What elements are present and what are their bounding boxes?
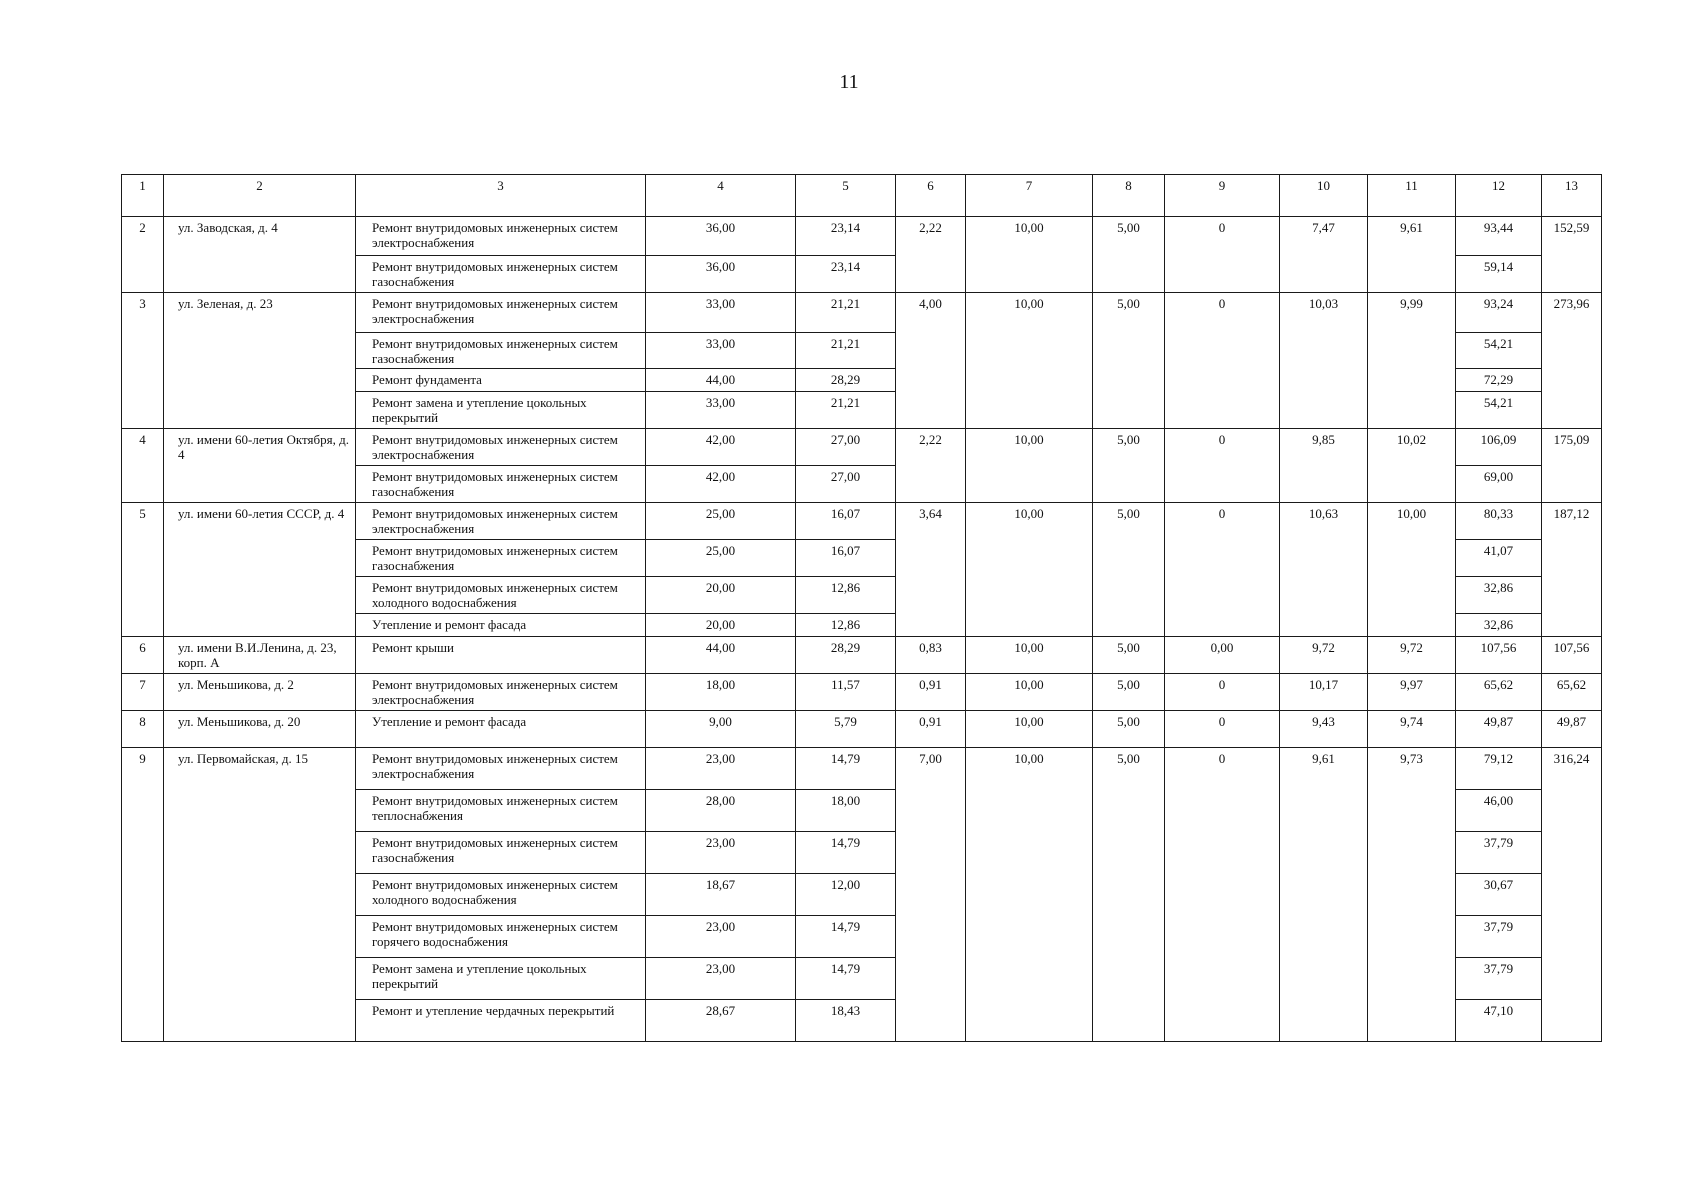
value-cell-6: 2,22 bbox=[896, 429, 966, 503]
value-cell-10: 7,47 bbox=[1280, 217, 1368, 293]
work-type-cell: Ремонт внутридомовых инженерных систем холодного водоснабжения bbox=[356, 874, 646, 916]
value-cell-12: 37,79 bbox=[1456, 832, 1542, 874]
value-cell-4: 25,00 bbox=[646, 540, 796, 577]
value-cell-5: 23,14 bbox=[796, 256, 896, 293]
row-number: 7 bbox=[122, 674, 164, 711]
page-number: 11 bbox=[839, 71, 859, 93]
value-cell-4: 23,00 bbox=[646, 748, 796, 790]
column-header: 11 bbox=[1368, 175, 1456, 217]
value-cell-12: 47,10 bbox=[1456, 1000, 1542, 1042]
value-cell-11: 9,61 bbox=[1368, 217, 1456, 293]
value-cell-9: 0 bbox=[1165, 674, 1280, 711]
table-body bbox=[122, 175, 1602, 1042]
table-row bbox=[122, 748, 1602, 790]
work-type-cell: Ремонт крыши bbox=[356, 637, 646, 674]
address-cell: ул. Зеленая, д. 23 bbox=[164, 293, 356, 429]
table-row bbox=[122, 503, 1602, 540]
value-cell-5: 14,79 bbox=[796, 916, 896, 958]
value-cell-10: 10,03 bbox=[1280, 293, 1368, 429]
value-cell-5: 14,79 bbox=[796, 832, 896, 874]
value-cell-8: 5,00 bbox=[1093, 674, 1165, 711]
table-row bbox=[122, 293, 1602, 333]
address-cell: ул. Первомайская, д. 15 bbox=[164, 748, 356, 1042]
value-cell-12: 54,21 bbox=[1456, 333, 1542, 369]
work-type-cell: Ремонт внутридомовых инженерных систем электроснабжения bbox=[356, 503, 646, 540]
value-cell-4: 23,00 bbox=[646, 916, 796, 958]
value-cell-5: 27,00 bbox=[796, 429, 896, 466]
value-cell-7: 10,00 bbox=[966, 293, 1093, 429]
value-cell-4: 18,00 bbox=[646, 674, 796, 711]
value-cell-12: 32,86 bbox=[1456, 577, 1542, 614]
value-cell-7: 10,00 bbox=[966, 217, 1093, 293]
value-cell-5: 18,00 bbox=[796, 790, 896, 832]
value-cell-4: 44,00 bbox=[646, 637, 796, 674]
value-cell-9: 0 bbox=[1165, 217, 1280, 293]
value-cell-5: 27,00 bbox=[796, 466, 896, 503]
value-cell-6: 7,00 bbox=[896, 748, 966, 1042]
value-cell-4: 20,00 bbox=[646, 577, 796, 614]
row-number: 5 bbox=[122, 503, 164, 637]
value-cell-8: 5,00 bbox=[1093, 293, 1165, 429]
value-cell-5: 16,07 bbox=[796, 503, 896, 540]
address-cell: ул. имени В.И.Ленина, д. 23, корп. А bbox=[164, 637, 356, 674]
value-cell-4: 25,00 bbox=[646, 503, 796, 540]
work-type-cell: Ремонт внутридомовых инженерных систем холодного водоснабжения bbox=[356, 577, 646, 614]
row-number: 2 bbox=[122, 217, 164, 293]
value-cell-5: 21,21 bbox=[796, 333, 896, 369]
work-type-cell: Ремонт внутридомовых инженерных систем газоснабжения bbox=[356, 333, 646, 369]
value-cell-4: 36,00 bbox=[646, 217, 796, 256]
value-cell-9: 0 bbox=[1165, 429, 1280, 503]
value-cell-4: 18,67 bbox=[646, 874, 796, 916]
value-cell-12: 41,07 bbox=[1456, 540, 1542, 577]
value-cell-11: 10,02 bbox=[1368, 429, 1456, 503]
value-cell-4: 28,00 bbox=[646, 790, 796, 832]
work-type-cell: Ремонт замена и утепление цокольных перекрытий bbox=[356, 392, 646, 429]
value-cell-12: 72,29 bbox=[1456, 369, 1542, 392]
value-cell-10: 10,63 bbox=[1280, 503, 1368, 637]
value-cell-13: 49,87 bbox=[1542, 711, 1602, 748]
row-number: 8 bbox=[122, 711, 164, 748]
table-row bbox=[122, 674, 1602, 711]
value-cell-8: 5,00 bbox=[1093, 637, 1165, 674]
value-cell-4: 42,00 bbox=[646, 466, 796, 503]
value-cell-5: 5,79 bbox=[796, 711, 896, 748]
value-cell-9: 0,00 bbox=[1165, 637, 1280, 674]
value-cell-12: 79,12 bbox=[1456, 748, 1542, 790]
value-cell-4: 33,00 bbox=[646, 392, 796, 429]
value-cell-11: 9,72 bbox=[1368, 637, 1456, 674]
value-cell-5: 11,57 bbox=[796, 674, 896, 711]
value-cell-9: 0 bbox=[1165, 293, 1280, 429]
work-type-cell: Ремонт внутридомовых инженерных систем электроснабжения bbox=[356, 217, 646, 256]
work-type-cell: Ремонт внутридомовых инженерных систем газоснабжения bbox=[356, 466, 646, 503]
table-row bbox=[122, 711, 1602, 748]
value-cell-4: 33,00 bbox=[646, 293, 796, 333]
value-cell-7: 10,00 bbox=[966, 674, 1093, 711]
value-cell-7: 10,00 bbox=[966, 429, 1093, 503]
value-cell-6: 4,00 bbox=[896, 293, 966, 429]
value-cell-5: 12,86 bbox=[796, 577, 896, 614]
value-cell-4: 44,00 bbox=[646, 369, 796, 392]
value-cell-4: 20,00 bbox=[646, 614, 796, 637]
value-cell-8: 5,00 bbox=[1093, 217, 1165, 293]
value-cell-12: 30,67 bbox=[1456, 874, 1542, 916]
address-cell: ул. имени 60-летия СССР, д. 4 bbox=[164, 503, 356, 637]
value-cell-5: 21,21 bbox=[796, 293, 896, 333]
work-type-cell: Ремонт внутридомовых инженерных систем горячего водоснабжения bbox=[356, 916, 646, 958]
value-cell-7: 10,00 bbox=[966, 637, 1093, 674]
work-type-cell: Ремонт внутридомовых инженерных систем газоснабжения bbox=[356, 832, 646, 874]
value-cell-12: 80,33 bbox=[1456, 503, 1542, 540]
column-header: 10 bbox=[1280, 175, 1368, 217]
row-number: 6 bbox=[122, 637, 164, 674]
value-cell-9: 0 bbox=[1165, 711, 1280, 748]
column-header: 5 bbox=[796, 175, 896, 217]
value-cell-11: 9,74 bbox=[1368, 711, 1456, 748]
value-cell-8: 5,00 bbox=[1093, 503, 1165, 637]
row-number: 3 bbox=[122, 293, 164, 429]
table-row bbox=[122, 217, 1602, 256]
value-cell-12: 32,86 bbox=[1456, 614, 1542, 637]
value-cell-13: 152,59 bbox=[1542, 217, 1602, 293]
value-cell-6: 0,83 bbox=[896, 637, 966, 674]
address-cell: ул. имени 60-летия Октября, д. 4 bbox=[164, 429, 356, 503]
work-type-cell: Ремонт фундамента bbox=[356, 369, 646, 392]
value-cell-11: 10,00 bbox=[1368, 503, 1456, 637]
work-type-cell: Ремонт внутридомовых инженерных систем электроснабжения bbox=[356, 674, 646, 711]
table-row bbox=[122, 429, 1602, 466]
value-cell-8: 5,00 bbox=[1093, 429, 1165, 503]
value-cell-10: 9,85 bbox=[1280, 429, 1368, 503]
value-cell-4: 9,00 bbox=[646, 711, 796, 748]
column-header: 12 bbox=[1456, 175, 1542, 217]
value-cell-5: 21,21 bbox=[796, 392, 896, 429]
value-cell-5: 23,14 bbox=[796, 217, 896, 256]
value-cell-12: 37,79 bbox=[1456, 958, 1542, 1000]
value-cell-13: 65,62 bbox=[1542, 674, 1602, 711]
value-cell-12: 59,14 bbox=[1456, 256, 1542, 293]
work-type-cell: Ремонт внутридомовых инженерных систем электроснабжения bbox=[356, 429, 646, 466]
work-type-cell: Утепление и ремонт фасада bbox=[356, 614, 646, 637]
value-cell-11: 9,73 bbox=[1368, 748, 1456, 1042]
column-header: 8 bbox=[1093, 175, 1165, 217]
value-cell-12: 93,24 bbox=[1456, 293, 1542, 333]
value-cell-5: 28,29 bbox=[796, 637, 896, 674]
value-cell-12: 69,00 bbox=[1456, 466, 1542, 503]
value-cell-13: 273,96 bbox=[1542, 293, 1602, 429]
value-cell-8: 5,00 bbox=[1093, 748, 1165, 1042]
value-cell-12: 107,56 bbox=[1456, 637, 1542, 674]
value-cell-13: 175,09 bbox=[1542, 429, 1602, 503]
column-header: 13 bbox=[1542, 175, 1602, 217]
value-cell-13: 316,24 bbox=[1542, 748, 1602, 1042]
address-cell: ул. Заводская, д. 4 bbox=[164, 217, 356, 293]
value-cell-9: 0 bbox=[1165, 748, 1280, 1042]
header-row bbox=[122, 175, 1602, 217]
column-header: 3 bbox=[356, 175, 646, 217]
value-cell-12: 106,09 bbox=[1456, 429, 1542, 466]
value-cell-12: 65,62 bbox=[1456, 674, 1542, 711]
value-cell-5: 12,00 bbox=[796, 874, 896, 916]
value-cell-8: 5,00 bbox=[1093, 711, 1165, 748]
value-cell-5: 14,79 bbox=[796, 958, 896, 1000]
value-cell-4: 23,00 bbox=[646, 832, 796, 874]
works-table bbox=[121, 174, 1602, 1042]
address-cell: ул. Меньшикова, д. 2 bbox=[164, 674, 356, 711]
column-header: 4 bbox=[646, 175, 796, 217]
value-cell-10: 9,72 bbox=[1280, 637, 1368, 674]
work-type-cell: Ремонт замена и утепление цокольных перекрытий bbox=[356, 958, 646, 1000]
value-cell-12: 46,00 bbox=[1456, 790, 1542, 832]
value-cell-7: 10,00 bbox=[966, 503, 1093, 637]
value-cell-9: 0 bbox=[1165, 503, 1280, 637]
table-row bbox=[122, 637, 1602, 674]
value-cell-12: 49,87 bbox=[1456, 711, 1542, 748]
value-cell-6: 0,91 bbox=[896, 674, 966, 711]
column-header: 2 bbox=[164, 175, 356, 217]
value-cell-12: 54,21 bbox=[1456, 392, 1542, 429]
row-number: 9 bbox=[122, 748, 164, 1042]
value-cell-5: 14,79 bbox=[796, 748, 896, 790]
column-header: 6 bbox=[896, 175, 966, 217]
work-type-cell: Ремонт внутридомовых инженерных систем газоснабжения bbox=[356, 256, 646, 293]
column-header: 9 bbox=[1165, 175, 1280, 217]
value-cell-6: 2,22 bbox=[896, 217, 966, 293]
value-cell-6: 0,91 bbox=[896, 711, 966, 748]
value-cell-10: 9,61 bbox=[1280, 748, 1368, 1042]
column-header: 1 bbox=[122, 175, 164, 217]
value-cell-5: 18,43 bbox=[796, 1000, 896, 1042]
value-cell-11: 9,97 bbox=[1368, 674, 1456, 711]
value-cell-5: 28,29 bbox=[796, 369, 896, 392]
value-cell-4: 42,00 bbox=[646, 429, 796, 466]
value-cell-7: 10,00 bbox=[966, 748, 1093, 1042]
work-type-cell: Ремонт и утепление чердачных перекрытий bbox=[356, 1000, 646, 1042]
value-cell-4: 36,00 bbox=[646, 256, 796, 293]
value-cell-5: 12,86 bbox=[796, 614, 896, 637]
work-type-cell: Ремонт внутридомовых инженерных систем теплоснабжения bbox=[356, 790, 646, 832]
value-cell-4: 28,67 bbox=[646, 1000, 796, 1042]
work-type-cell: Ремонт внутридомовых инженерных систем газоснабжения bbox=[356, 540, 646, 577]
value-cell-7: 10,00 bbox=[966, 711, 1093, 748]
work-type-cell: Утепление и ремонт фасада bbox=[356, 711, 646, 748]
value-cell-12: 93,44 bbox=[1456, 217, 1542, 256]
value-cell-6: 3,64 bbox=[896, 503, 966, 637]
value-cell-13: 107,56 bbox=[1542, 637, 1602, 674]
work-type-cell: Ремонт внутридомовых инженерных систем электроснабжения bbox=[356, 748, 646, 790]
value-cell-5: 16,07 bbox=[796, 540, 896, 577]
value-cell-13: 187,12 bbox=[1542, 503, 1602, 637]
value-cell-11: 9,99 bbox=[1368, 293, 1456, 429]
value-cell-12: 37,79 bbox=[1456, 916, 1542, 958]
value-cell-10: 9,43 bbox=[1280, 711, 1368, 748]
value-cell-4: 33,00 bbox=[646, 333, 796, 369]
value-cell-4: 23,00 bbox=[646, 958, 796, 1000]
address-cell: ул. Меньшикова, д. 20 bbox=[164, 711, 356, 748]
column-header: 7 bbox=[966, 175, 1093, 217]
value-cell-10: 10,17 bbox=[1280, 674, 1368, 711]
row-number: 4 bbox=[122, 429, 164, 503]
work-type-cell: Ремонт внутридомовых инженерных систем электроснабжения bbox=[356, 293, 646, 333]
